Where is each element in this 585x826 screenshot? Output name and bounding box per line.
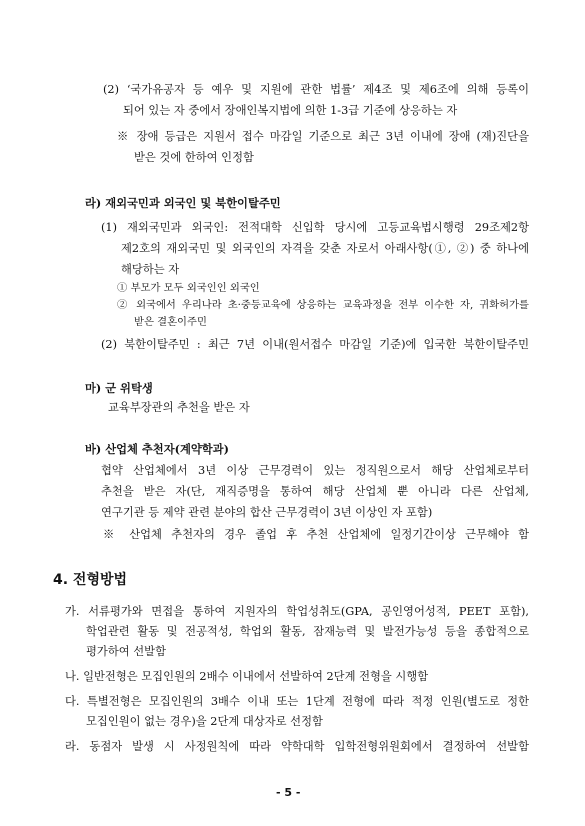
da-line-1: 다. 특별전형은 모집인원의 3배수 이내 또는 1단계 전형에 따라 적정 인원(별도로 정한 (65, 695, 529, 708)
ga-line-2: 학업관련 활동 및 전공적성, 학업외 활동, 잠재능력 및 발전가능성 등을 종합적으로 (86, 625, 529, 638)
ma-text: 교육부장관의 추천을 받은 자 (108, 401, 250, 414)
note-disability-line-1: ※ 장애 등급은 지원서 접수 마감일 기준으로 최근 3년 이내에 장애 (재)진단을 (117, 130, 529, 143)
note-disability-line-2: 받은 것에 한하여 인정함 (134, 151, 254, 164)
ra-1-condition-2-line-1: ② 외국에서 우리나라 초·중등교육에 상응하는 교육과정을 전부 이수한 자, 귀화허가를 (117, 299, 529, 311)
na-text: 나. 일반전형은 모집인원의 2배수 이내에서 선발하여 2단계 전형을 시행함 (65, 670, 429, 683)
da-line-2: 모집인원이 없는 경우)을 2단계 대상자로 선정함 (86, 715, 323, 728)
rah-text: 라. 동점자 발생 시 사정원칙에 따라 약학대학 입학전형위원회에서 결정하여 선발함 (65, 740, 529, 753)
item-2-line-2: 되어 있는 자 중에서 장애인복지법에 의한 1-3급 기준에 상응하는 자 (123, 104, 458, 117)
ra-2: (2) 북한이탈주민 : 최근 7년 이내(원서접수 마감일 기준)에 입국한 북한이탈주민 (101, 338, 529, 351)
ga-line-1: 가. 서류평가와 면접을 통하여 지원자의 학업성취도(GPA, 공인영어성적, PEET 포함), (65, 605, 529, 618)
ba-note: ※ 산업체 추천자의 경우 졸업 후 추천 산업체에 일정기간이상 근무해야 함 (103, 528, 529, 541)
ra-1-condition-1: ① 부모가 모두 외국인인 외국인 (117, 282, 260, 294)
heading-ma: 마) 군 위탁생 (85, 381, 153, 395)
item-2-line-1: (2) ‘국가유공자 등 예우 및 지원에 관한 법률’ 제4조 및 제6조에 의해 등록이 (103, 83, 529, 96)
heading-ba: 바) 산업체 추천자(계약학과) (85, 442, 229, 456)
page-number: - 5 - (276, 786, 301, 799)
heading-ra: 라) 재외국민과 외국인 및 북한이탈주민 (85, 196, 281, 210)
ba-line-3: 연구기관 등 제약 관련 분야의 합산 근무경력이 3년 이상인 자 포함) (101, 506, 433, 519)
ba-line-1: 협약 산업체에서 3년 이상 근무경력이 있는 정직원으로서 해당 산업체로부터 (101, 464, 529, 477)
section-4-heading: 4. 전형방법 (53, 572, 128, 588)
ra-1-line-3: 해당하는 자 (121, 263, 180, 276)
ga-line-3: 평가하여 선발함 (86, 645, 166, 658)
ba-line-2: 추천을 받은 자(단, 재직증명을 통하여 해당 산업체 뿐 아니라 다른 산업체, (101, 485, 529, 498)
ra-1-condition-2-line-2: 받은 결혼이주민 (134, 316, 207, 328)
ra-1-line-1: (1) 재외국민과 외국인: 전적대학 신입학 당시에 고등교육법시행령 29조제2항 (101, 221, 529, 234)
ra-1-line-2: 제2호의 재외국민 및 외국인의 자격을 갖춘 자로서 아래사항(①, ②) 중 하나에 (121, 242, 529, 255)
